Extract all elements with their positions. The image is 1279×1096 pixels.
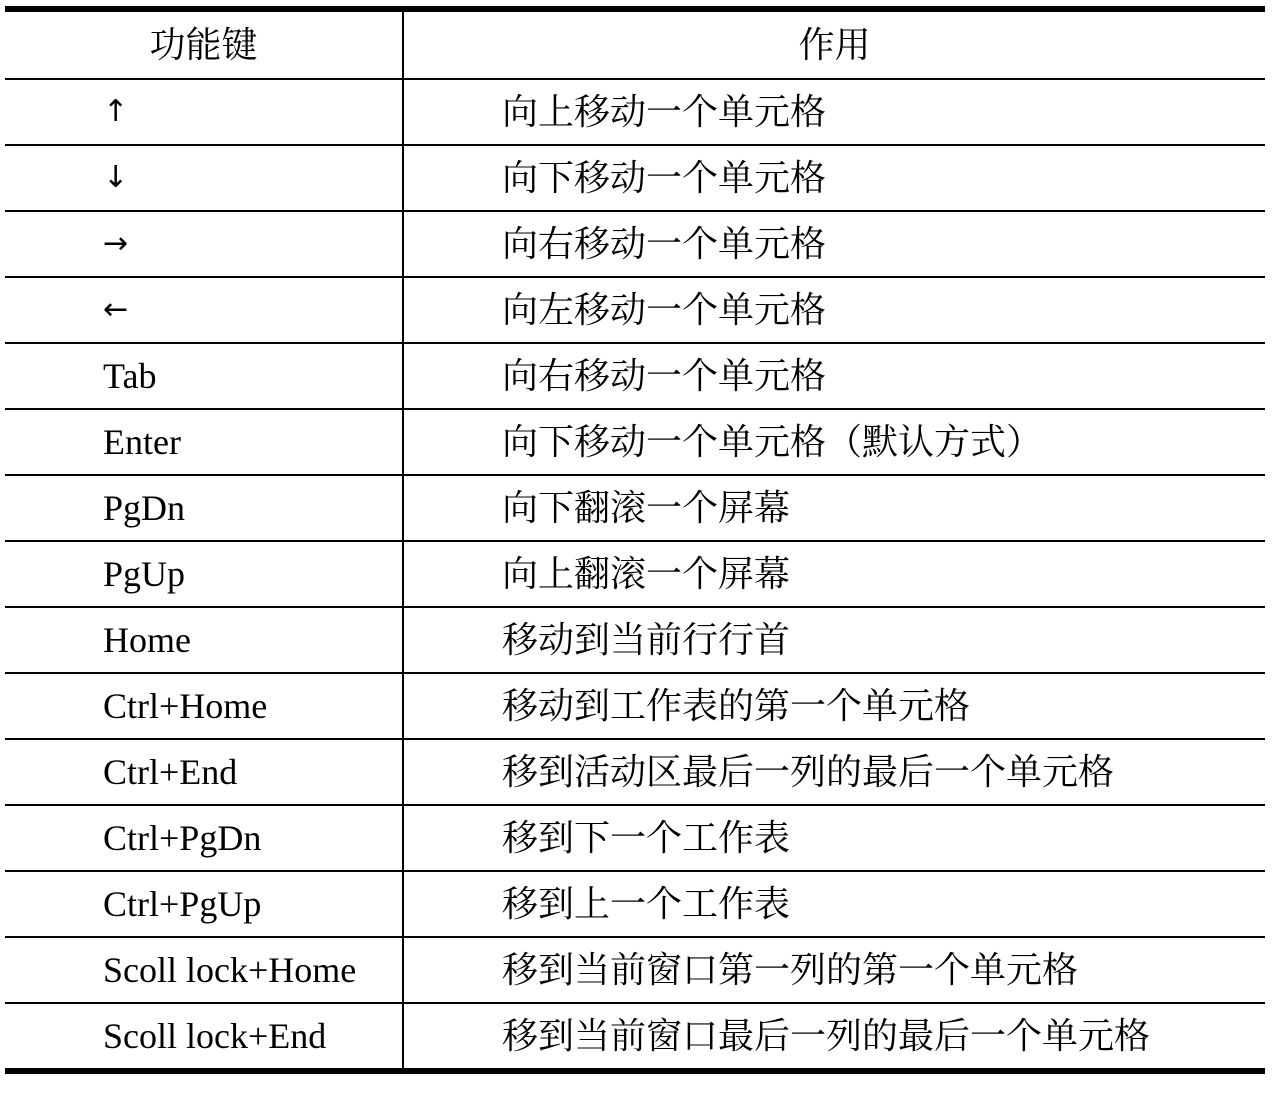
table-row — [5, 541, 1265, 607]
effect-cell: 向上移动一个单元格 — [403, 79, 1265, 145]
effect-cell: 向上翻滚一个屏幕 — [403, 541, 1265, 607]
table-row — [5, 277, 1265, 343]
header-effect: 作用 — [403, 9, 1265, 79]
key-cell: Home — [5, 607, 403, 673]
table-row — [5, 211, 1265, 277]
table-row — [5, 739, 1265, 805]
key-cell: Scoll lock+End — [5, 1003, 403, 1071]
key-cell: Scoll lock+Home — [5, 937, 403, 1003]
effect-cell: 向下移动一个单元格（默认方式） — [403, 409, 1265, 475]
effect-cell: 向下移动一个单元格 — [403, 145, 1265, 211]
table-header-row — [5, 9, 1265, 79]
table-row — [5, 409, 1265, 475]
table-row — [5, 871, 1265, 937]
table-row — [5, 937, 1265, 1003]
key-cell: PgUp — [5, 541, 403, 607]
effect-cell: 移到活动区最后一列的最后一个单元格 — [403, 739, 1265, 805]
shortcut-table — [5, 6, 1265, 1074]
effect-cell: 移动到当前行行首 — [403, 607, 1265, 673]
effect-cell: 向下翻滚一个屏幕 — [403, 475, 1265, 541]
table-row — [5, 475, 1265, 541]
effect-cell: 向右移动一个单元格 — [403, 343, 1265, 409]
effect-cell: 移到上一个工作表 — [403, 871, 1265, 937]
effect-cell: 移动到工作表的第一个单元格 — [403, 673, 1265, 739]
table-row — [5, 607, 1265, 673]
header-key: 功能键 — [5, 9, 403, 79]
effect-cell: 移到下一个工作表 — [403, 805, 1265, 871]
key-cell: Ctrl+PgUp — [5, 871, 403, 937]
shortcut-table-container — [5, 6, 1265, 1074]
key-cell: Ctrl+PgDn — [5, 805, 403, 871]
key-cell: ↓ — [5, 145, 403, 211]
key-cell: Ctrl+End — [5, 739, 403, 805]
key-cell: Ctrl+Home — [5, 673, 403, 739]
table-row — [5, 1003, 1265, 1071]
effect-cell: 移到当前窗口第一列的第一个单元格 — [403, 937, 1265, 1003]
key-cell: ← — [5, 277, 403, 343]
key-cell: Enter — [5, 409, 403, 475]
table-row — [5, 79, 1265, 145]
table-row — [5, 343, 1265, 409]
table-row — [5, 673, 1265, 739]
table-row — [5, 145, 1265, 211]
key-cell: Tab — [5, 343, 403, 409]
key-cell: ↑ — [5, 79, 403, 145]
effect-cell: 向右移动一个单元格 — [403, 211, 1265, 277]
key-cell: → — [5, 211, 403, 277]
table-row — [5, 805, 1265, 871]
effect-cell: 向左移动一个单元格 — [403, 277, 1265, 343]
key-cell: PgDn — [5, 475, 403, 541]
effect-cell: 移到当前窗口最后一列的最后一个单元格 — [403, 1003, 1265, 1071]
